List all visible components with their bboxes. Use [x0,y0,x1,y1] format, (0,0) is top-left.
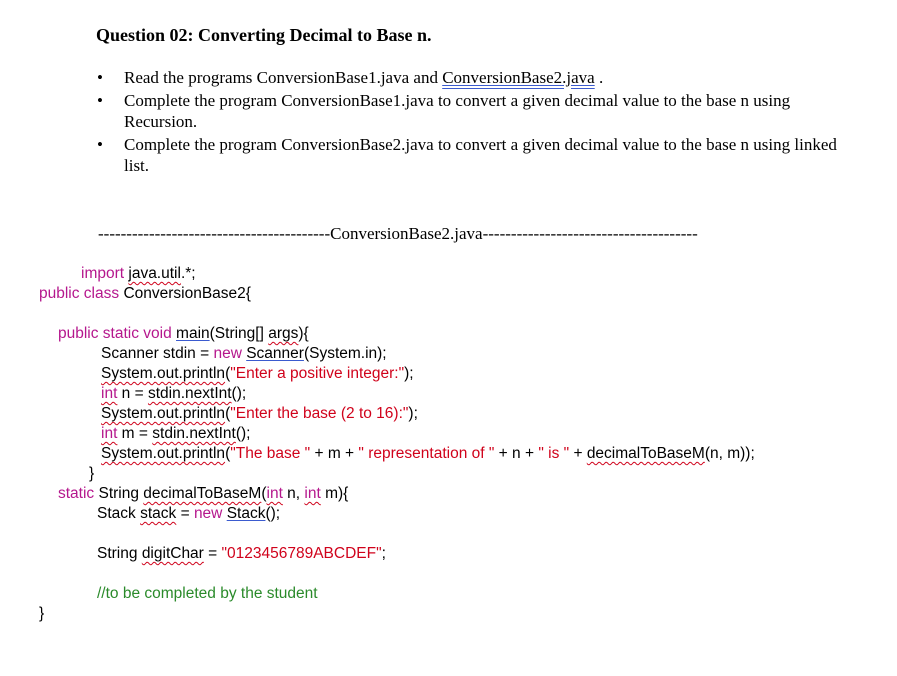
code-line-println-3: System.out.println("The base " + m + " representation of " + n + " is " + decimalToBaseM(n, m)); [101,445,755,462]
code-line-main: public static void main(String[] args){ [58,325,309,342]
instruction-item: • Complete the program ConversionBase1.java to convert a given decimal value to the base n using Recursion. [95,90,855,132]
instruction-text: Read the programs ConversionBase1.java and [124,68,443,87]
code-line-scanner: Scanner stdin = new Scanner(System.in); [101,345,387,362]
code-comment: //to be completed by the student [97,585,318,602]
code-line-import: import java.util.*; [81,265,196,282]
instruction-text: . [594,68,604,87]
file-link[interactable]: ConversionBase2.java [442,68,595,87]
code-line-close-main: } [89,465,95,482]
code-line-int-m: int m = stdin.nextInt(); [101,425,251,442]
code-line-digitchar: String digitChar = "0123456789ABCDEF"; [97,545,386,562]
file-title: ConversionBase2.java [330,224,483,243]
code-line-static-method: static String decimalToBaseM(int n, int m){ [58,485,349,502]
code-line-stack: Stack stack = new Stack(); [97,505,281,522]
code-line-println-2: System.out.println("Enter the base (2 to 16):"); [101,405,418,422]
instruction-list [95,67,855,178]
code-line-close-class: } [39,605,45,622]
code-line-class: public class ConversionBase2{ [39,285,251,302]
code-line-int-n: int n = stdin.nextInt(); [101,385,247,402]
file-separator: -----------------------------------------ConversionBase2.java-------------------------------------- [98,224,698,243]
instruction-item [95,67,855,88]
code-line-println-1: System.out.println("Enter a positive integer:"); [101,365,414,382]
question-heading: Question 02: Converting Decimal to Base n. [96,25,432,45]
instruction-item: • Complete the program ConversionBase2.java to convert a given decimal value to the base n using linked list. [95,134,855,176]
